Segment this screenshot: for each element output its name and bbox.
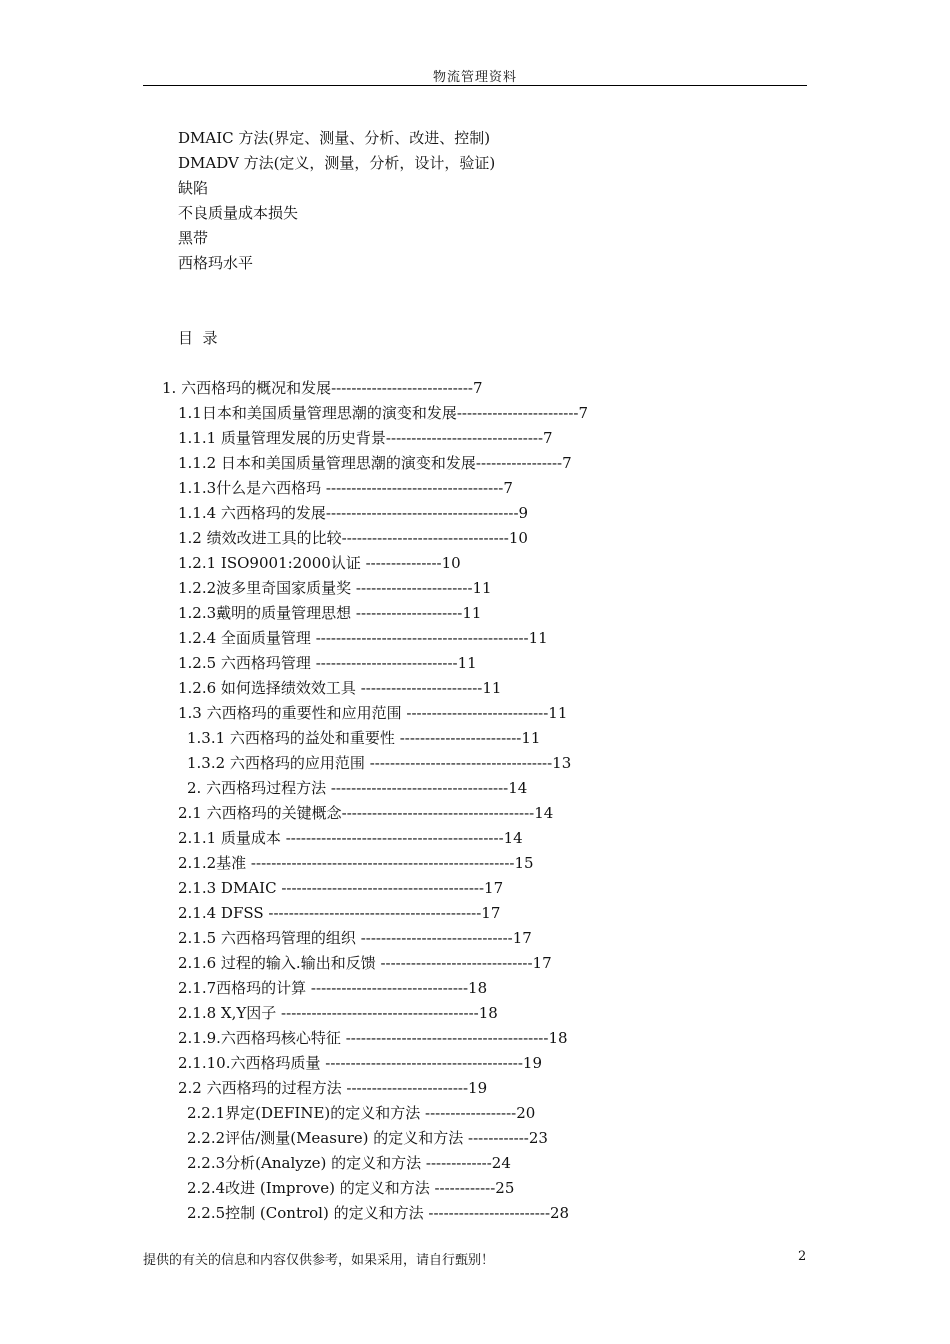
toc-entry: 2.1.8 X,Y因子 ---------------------------------------18 xyxy=(178,1004,498,1022)
toc-entry: 2.1.10.六西格玛质量 ---------------------------------------19 xyxy=(178,1054,542,1072)
toc-entry: 1.1.2 日本和美国质量管理思潮的演变和发展-----------------7 xyxy=(178,454,572,472)
toc-entry: 2.2.1界定(DEFINE)的定义和方法 ------------------20 xyxy=(187,1104,536,1122)
page-number: 2 xyxy=(798,1249,807,1264)
toc-entry: 1.2.4 全面质量管理 ------------------------------------------11 xyxy=(178,629,548,647)
toc-entry: 1.2.5 六西格玛管理 ----------------------------11 xyxy=(178,654,477,672)
toc-entry: 2.1.7西格玛的计算 -------------------------------18 xyxy=(178,979,488,997)
toc-entry: 1.2.2波多里奇国家质量奖 -----------------------11 xyxy=(178,579,492,597)
toc-entry: 1.3.2 六西格玛的应用范围 ------------------------------------13 xyxy=(187,754,572,772)
toc-entry: 1. 六西格玛的概况和发展----------------------------7 xyxy=(162,379,483,397)
toc-entry: 2.2.4改进 (Improve) 的定义和方法 ------------25 xyxy=(187,1179,515,1197)
toc-entry: 2.1 六西格玛的关键概念--------------------------------------14 xyxy=(178,804,554,822)
term-item: 黑带 xyxy=(178,229,209,247)
footer-disclaimer: 提供的有关的信息和内容仅供参考，如果采用，请自行甄别！ xyxy=(143,1253,495,1268)
term-item: DMAIC 方法(界定、测量、分析、改进、控制) xyxy=(178,129,491,147)
toc-entry: 2.1.4 DFSS ------------------------------------------17 xyxy=(178,904,501,922)
toc-entry: 1.1.3什么是六西格玛 -----------------------------------7 xyxy=(178,479,513,497)
toc-entry: 2. 六西格玛过程方法 -----------------------------------14 xyxy=(187,779,528,797)
toc-entry: 2.1.9.六西格玛核心特征 ----------------------------------------18 xyxy=(178,1029,568,1047)
term-item: DMADV 方法(定义，测量，分析，设计，验证) xyxy=(178,154,496,172)
toc-entry: 1.1.4 六西格玛的发展--------------------------------------9 xyxy=(178,504,529,522)
toc-entry: 2.1.2基准 ----------------------------------------------------15 xyxy=(178,854,534,872)
toc-entry: 2.1.3 DMAIC ----------------------------------------17 xyxy=(178,879,504,897)
toc-entry: 1.1日本和美国质量管理思潮的演变和发展------------------------7 xyxy=(178,404,589,422)
toc-entry: 1.3.1 六西格玛的益处和重要性 ------------------------11 xyxy=(187,729,541,747)
toc-entry: 1.1.1 质量管理发展的历史背景-------------------------------7 xyxy=(178,429,553,447)
term-item: 不良质量成本损失 xyxy=(178,204,299,222)
toc-entry: 2.1.6 过程的输入.输出和反馈 ------------------------------17 xyxy=(178,954,552,972)
toc-entry: 1.2 绩效改进工具的比较---------------------------------10 xyxy=(178,529,528,547)
toc-entry: 1.2.6 如何选择绩效效工具 ------------------------11 xyxy=(178,679,502,697)
toc-entry: 1.3 六西格玛的重要性和应用范围 ----------------------------11 xyxy=(178,704,568,722)
toc-entry: 2.2.2评估/测量(Measure) 的定义和方法 ------------23 xyxy=(187,1129,548,1147)
header-divider xyxy=(143,85,807,86)
page-header-title: 物流管理资料 xyxy=(432,70,517,85)
toc-heading: 目 录 xyxy=(178,329,218,347)
toc-entry: 1.2.1 ISO9001:2000认证 ---------------10 xyxy=(178,554,461,572)
toc-entry: 2.2 六西格玛的过程方法 ------------------------19 xyxy=(178,1079,488,1097)
toc-entry: 2.1.5 六西格玛管理的组织 ------------------------------17 xyxy=(178,929,532,947)
toc-entry: 1.2.3戴明的质量管理思想 ---------------------11 xyxy=(178,604,482,622)
toc-entry: 2.2.5控制 (Control) 的定义和方法 ------------------------28 xyxy=(187,1204,570,1222)
toc-entry: 2.1.1 质量成本 -------------------------------------------14 xyxy=(178,829,523,847)
term-item: 缺陷 xyxy=(178,179,209,197)
toc-entry: 2.2.3分析(Analyze) 的定义和方法 -------------24 xyxy=(187,1154,511,1172)
term-item: 西格玛水平 xyxy=(178,254,254,272)
